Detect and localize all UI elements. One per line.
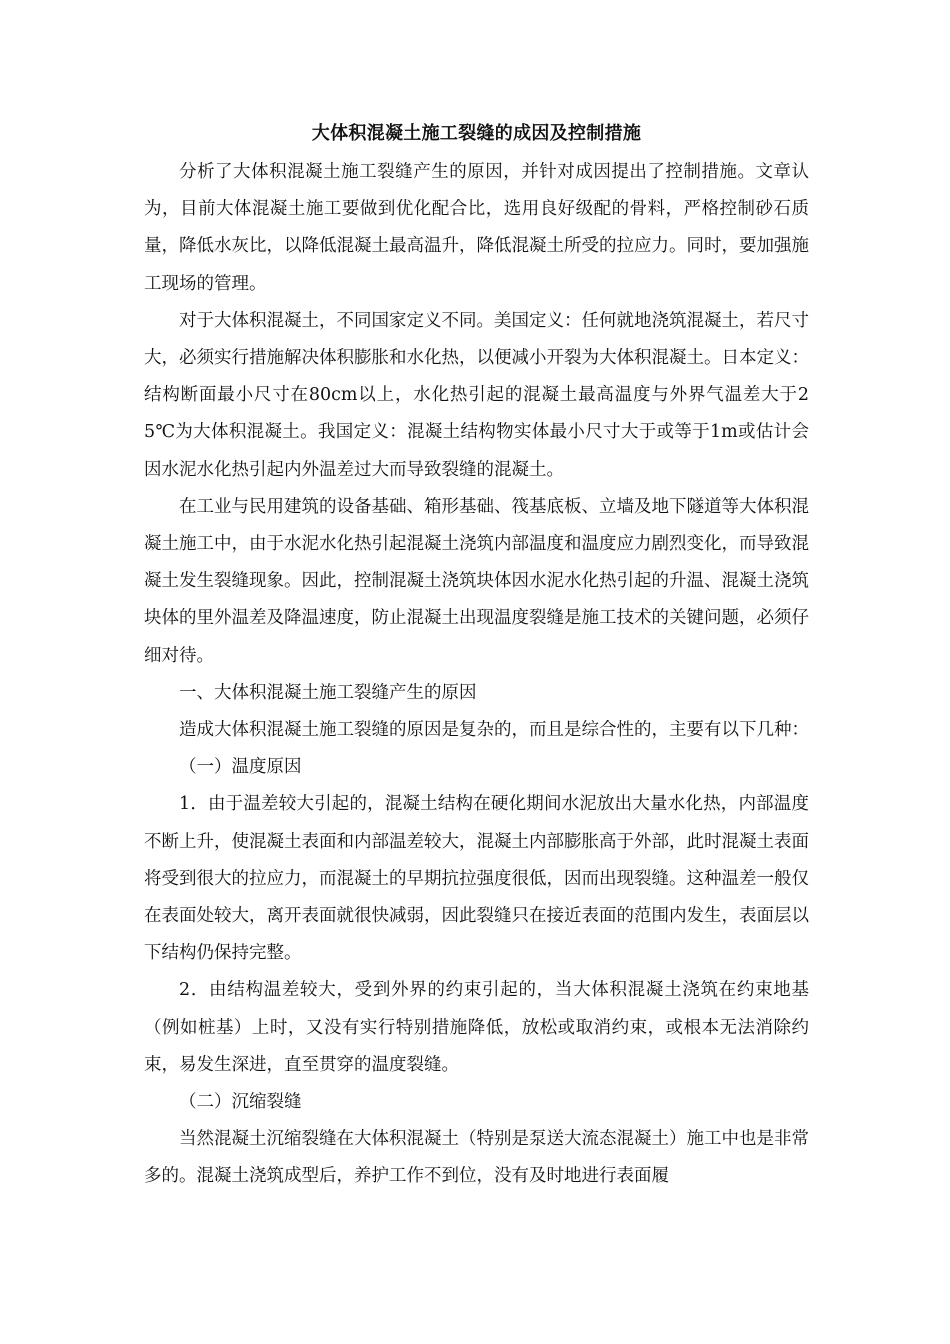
context-paragraph: 在工业与民用建筑的设备基础、箱形基础、筏基底板、立墙及地下隧道等大体积混凝土施工中，由于水泥水化热引起混凝土浇筑内部温度和温度应力剧烈变化，而导致混凝土发生裂缝现象。因此，控制混凝土浇筑块体因水泥水化热引起的升温、混凝土浇筑块体的里外温差及降温速度，防止混凝土出现温度裂缝是施工技术的关键问题，必须仔细对待。 bbox=[144, 496, 809, 666]
section-heading-1: 一、大体积混凝土施工裂缝产生的原因 bbox=[179, 682, 477, 703]
subsection-heading-shrinkage: （二）沉缩裂缝 bbox=[179, 1092, 302, 1113]
shrinkage-paragraph: 当然混凝土沉缩裂缝在大体积混凝土（特别是泵送大流态混凝土）施工中也是非常多的。混凝土浇筑成型后，养护工作不到位，没有及时地进行表面履 bbox=[144, 1129, 809, 1187]
document-body bbox=[144, 118, 809, 1196]
temperature-item-2: 2．由结构温差较大，受到外界的约束引起的，当大体积混凝土浇筑在约束地基（例如桩基）上时，又没有实行特别措施降低，放松或取消约束，或根本无法消除约束，易发生深进，直至贯穿的温度裂缝。 bbox=[144, 980, 809, 1075]
section-intro-paragraph: 造成大体积混凝土施工裂缝的原因是复杂的，而且是综合性的，主要有以下几种： bbox=[179, 720, 809, 741]
definition-paragraph: 对于大体积混凝土，不同国家定义不同。美国定义：任何就地浇筑混凝土，若尺寸大，必须实行措施解决体积膨胀和水化热，以便减小开裂为大体积混凝土。日本定义：结构断面最小尺寸在80cm以上，水化热引起的混凝土最高温度与外界气温差大于25℃为大体积混凝土。我国定义：混凝土结构物实体最小尺寸大于或等于1m或估计会因水泥水化热引起内外温差过大而导致裂缝的混凝土。 bbox=[144, 310, 809, 480]
subsection-heading-temperature: （一）温度原因 bbox=[179, 757, 302, 778]
document-title: 大体积混凝土施工裂缝的成因及控制措施 bbox=[311, 123, 642, 144]
temperature-item-1: 1．由于温差较大引起的，混凝土结构在硬化期间水泥放出大量水化热，内部温度不断上升，使混凝土表面和内部温差较大，混凝土内部膨胀高于外部，此时混凝土表面将受到很大的拉应力，而混凝土的早期抗拉强度很低，因而出现裂缝。这种温差一般仅在表面处较大，离开表面就很快减弱，因此裂缝只在接近表面的范围内发生，表面层以下结构仍保持完整。 bbox=[144, 794, 809, 964]
abstract-paragraph: 分析了大体积混凝土施工裂缝产生的原因，并针对成因提出了控制措施。文章认为，目前大体混凝土施工要做到优化配合比，选用良好级配的骨料，严格控制砂石质量，降低水灰比，以降低混凝土最高温升，降低混凝土所受的拉应力。同时，要加强施工现场的管理。 bbox=[144, 162, 809, 294]
